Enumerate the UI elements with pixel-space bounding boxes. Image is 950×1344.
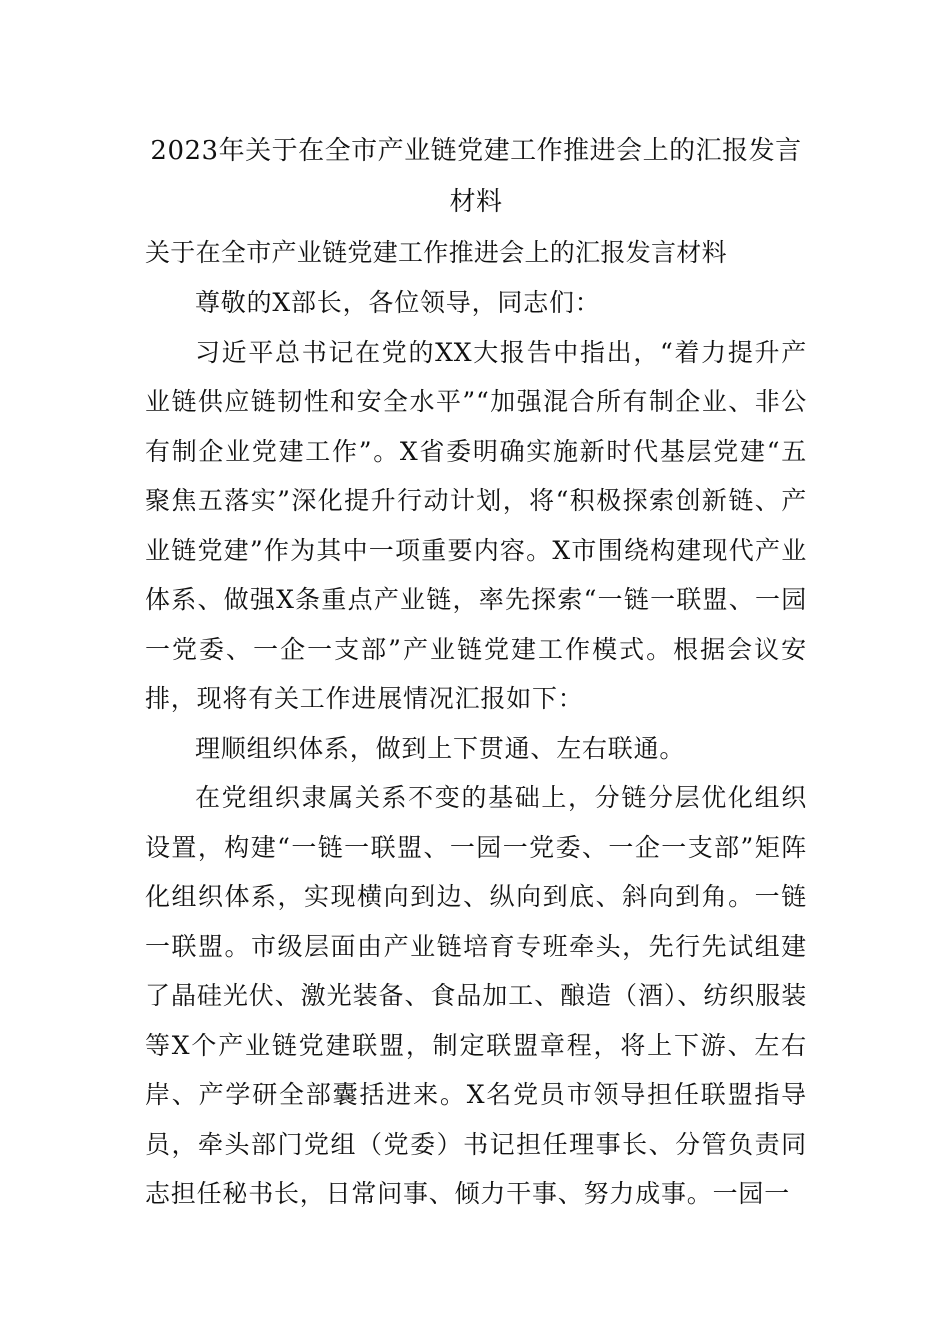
document-body <box>145 126 807 1219</box>
salutation-paragraph: 尊敬的X部长，各位领导，同志们： <box>195 288 601 317</box>
section-heading: 理顺组织体系，做到上下贯通、左右联通。 <box>195 733 686 763</box>
body-paragraph: 在党组织隶属关系不变的基础上，分链分层优化组织设置，构建“一链一联盟、一园一党委、一企一支部”矩阵化组织体系，实现横向到边、纵向到底、斜向到角。一链一联盟。市级层面由产业链培育专班牵头，先行先试组建了晶硅光伏、激光装备、食品加工、酿造（酒）、纺织服装等X个产业链党建联盟，制定联盟章程，将上下游、左右岸、产学研全部囊括进来。X名党员市领导担任联盟指导员，牵头部门党组（党委）书记担任理事长、分管负责同志担任秘书长，日常问事、倾力干事、努力成事。一园一 <box>145 783 807 1208</box>
intro-paragraph: 习近平总书记在党的XX大报告中指出，“着力提升产业链供应链韧性和安全水平”“加强混合所有制企业、非公有制企业党建工作”。X省委明确实施新时代基层党建“五聚焦五落实”深化提升行动计划，将“积极探索创新链、产业链党建”作为其中一项重要内容。X市围绕构建现代产业体系、做强X条重点产业链，率先探索“一链一联盟、一园一党委、一企一支部”产业链党建工作模式。根据会议安排，现将有关工作进展情况汇报如下： <box>145 337 807 713</box>
document-title: 2023年关于在全市产业链党建工作推进会上的汇报发言材料 <box>150 136 802 217</box>
document-subtitle: 关于在全市产业链党建工作推进会上的汇报发言材料 <box>145 238 727 267</box>
